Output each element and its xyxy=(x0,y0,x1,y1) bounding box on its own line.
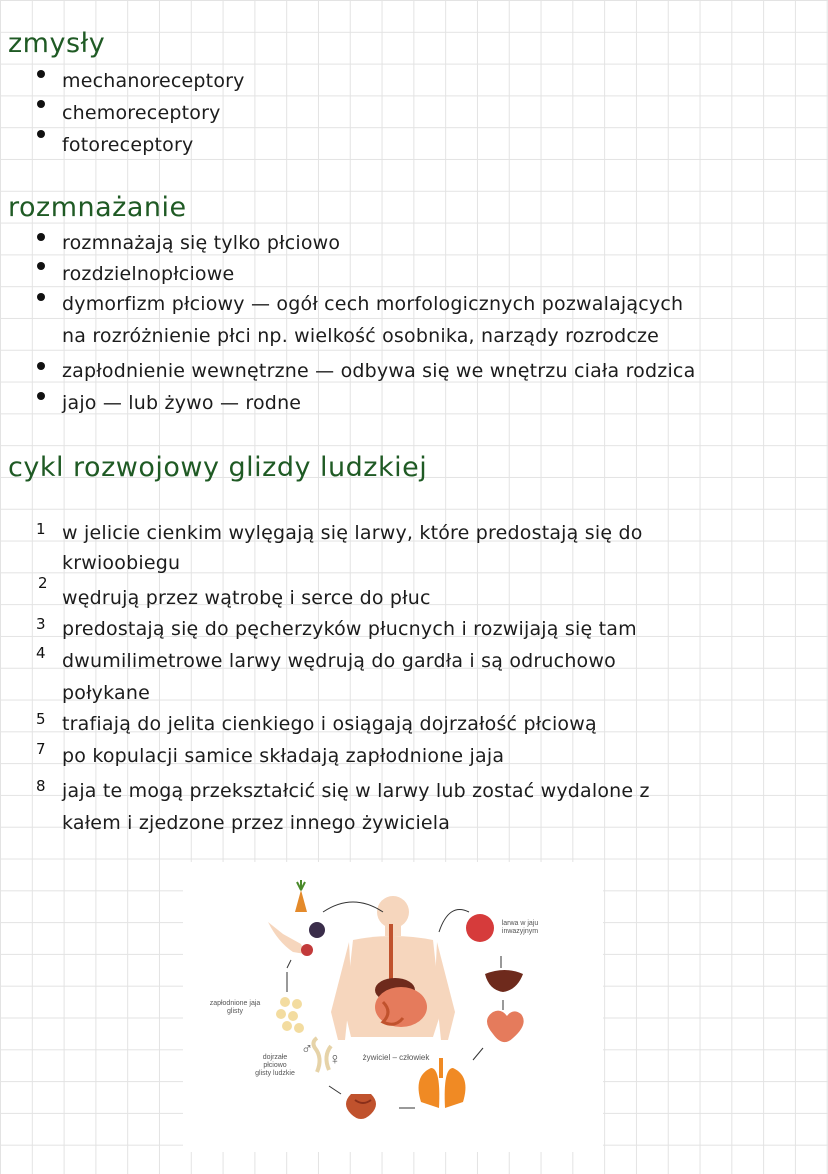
cycle-heading: cykl rozwojowy glizdy ludzkiej xyxy=(8,452,428,483)
label-fertilized-eggs: zapłodnione jaja glisty xyxy=(209,1000,261,1015)
reproduction-line-1: rozmnażają się tylko płciowo xyxy=(62,232,341,254)
liver-illustration xyxy=(485,970,523,992)
senses-item-1: mechanoreceptory xyxy=(62,70,245,92)
cycle-line-4: dwumilimetrowe larwy wędrują do gardła i są odruchowo xyxy=(62,650,616,672)
lungs-illustration xyxy=(419,1058,466,1108)
reproduction-line-2: rozdzielnopłciowe xyxy=(62,263,235,285)
cycle-number: 1 xyxy=(36,520,46,538)
bullet xyxy=(37,362,45,370)
cycle-line-8: jaja te mogą przekształcić się w larwy lub zostać wydalone z xyxy=(62,780,650,802)
cycle-line-1b: krwioobiegu xyxy=(62,552,181,574)
female-symbol: ♀ xyxy=(329,1051,341,1068)
cycle-line-4b: połykane xyxy=(62,682,150,704)
label-mature-worms: dojrzałe płciowo glisty ludzkie xyxy=(255,1054,295,1077)
reproduction-heading: rozmnażanie xyxy=(8,192,187,223)
male-symbol: ♂ xyxy=(301,1041,313,1058)
cycle-line-2: wędrują przez wątrobę i serce do płuc xyxy=(62,587,431,609)
bullet xyxy=(37,392,45,400)
label-host-human: żywiciel – człowiek xyxy=(362,1053,430,1062)
senses-item-3: fotoreceptory xyxy=(62,134,194,156)
hand-food-illustration xyxy=(268,880,325,956)
heart-illustration xyxy=(487,1011,524,1042)
cycle-line-8b: kałem i zjedzone przez innego żywiciela xyxy=(62,812,451,834)
eggs-illustration xyxy=(276,997,304,1033)
bullet xyxy=(37,233,45,241)
cycle-number: 7 xyxy=(36,740,46,758)
intestine-illustration xyxy=(346,1094,376,1119)
cycle-number: 3 xyxy=(36,615,46,633)
reproduction-line-3: dymorfizm płciowy — ogół cech morfologicznych pozwalających xyxy=(62,293,684,315)
senses-item-2: chemoreceptory xyxy=(62,102,221,124)
human-body-illustration xyxy=(331,896,455,1040)
reproduction-line-5: zapłodnienie wewnętrzne — odbywa się we wnętrzu ciała rodzica xyxy=(62,360,696,382)
life-cycle-diagram xyxy=(183,862,603,1152)
bullet xyxy=(37,262,45,270)
cycle-line-3: predostają się do pęcherzyków płucnych i rozwijają się tam xyxy=(62,618,637,640)
cycle-number: 8 xyxy=(36,777,46,795)
larva-egg-illustration xyxy=(466,914,494,942)
label-larva-in-egg: larwa w jaju inwazyjnym xyxy=(501,920,539,935)
cycle-line-5: trafiają do jelita cienkiego i osiągają dojrzałość płciową xyxy=(62,713,597,735)
bullet xyxy=(37,70,45,78)
bullet xyxy=(37,100,45,108)
bullet xyxy=(37,130,45,138)
reproduction-line-6: jajo — lub żywo — rodne xyxy=(62,392,302,414)
cycle-number: 5 xyxy=(36,710,46,728)
cycle-line-1: w jelicie cienkim wylęgają się larwy, które predostają się do xyxy=(62,522,643,544)
cycle-number: 4 xyxy=(36,644,46,662)
reproduction-line-4: na rozróżnienie płci np. wielkość osobnika, narządy rozrodcze xyxy=(62,325,660,347)
cycle-line-7: po kopulacji samice składają zapłodnione jaja xyxy=(62,745,505,767)
cycle-number: 2 xyxy=(38,574,48,592)
senses-heading: zmysły xyxy=(8,28,106,59)
bullet xyxy=(37,293,45,301)
